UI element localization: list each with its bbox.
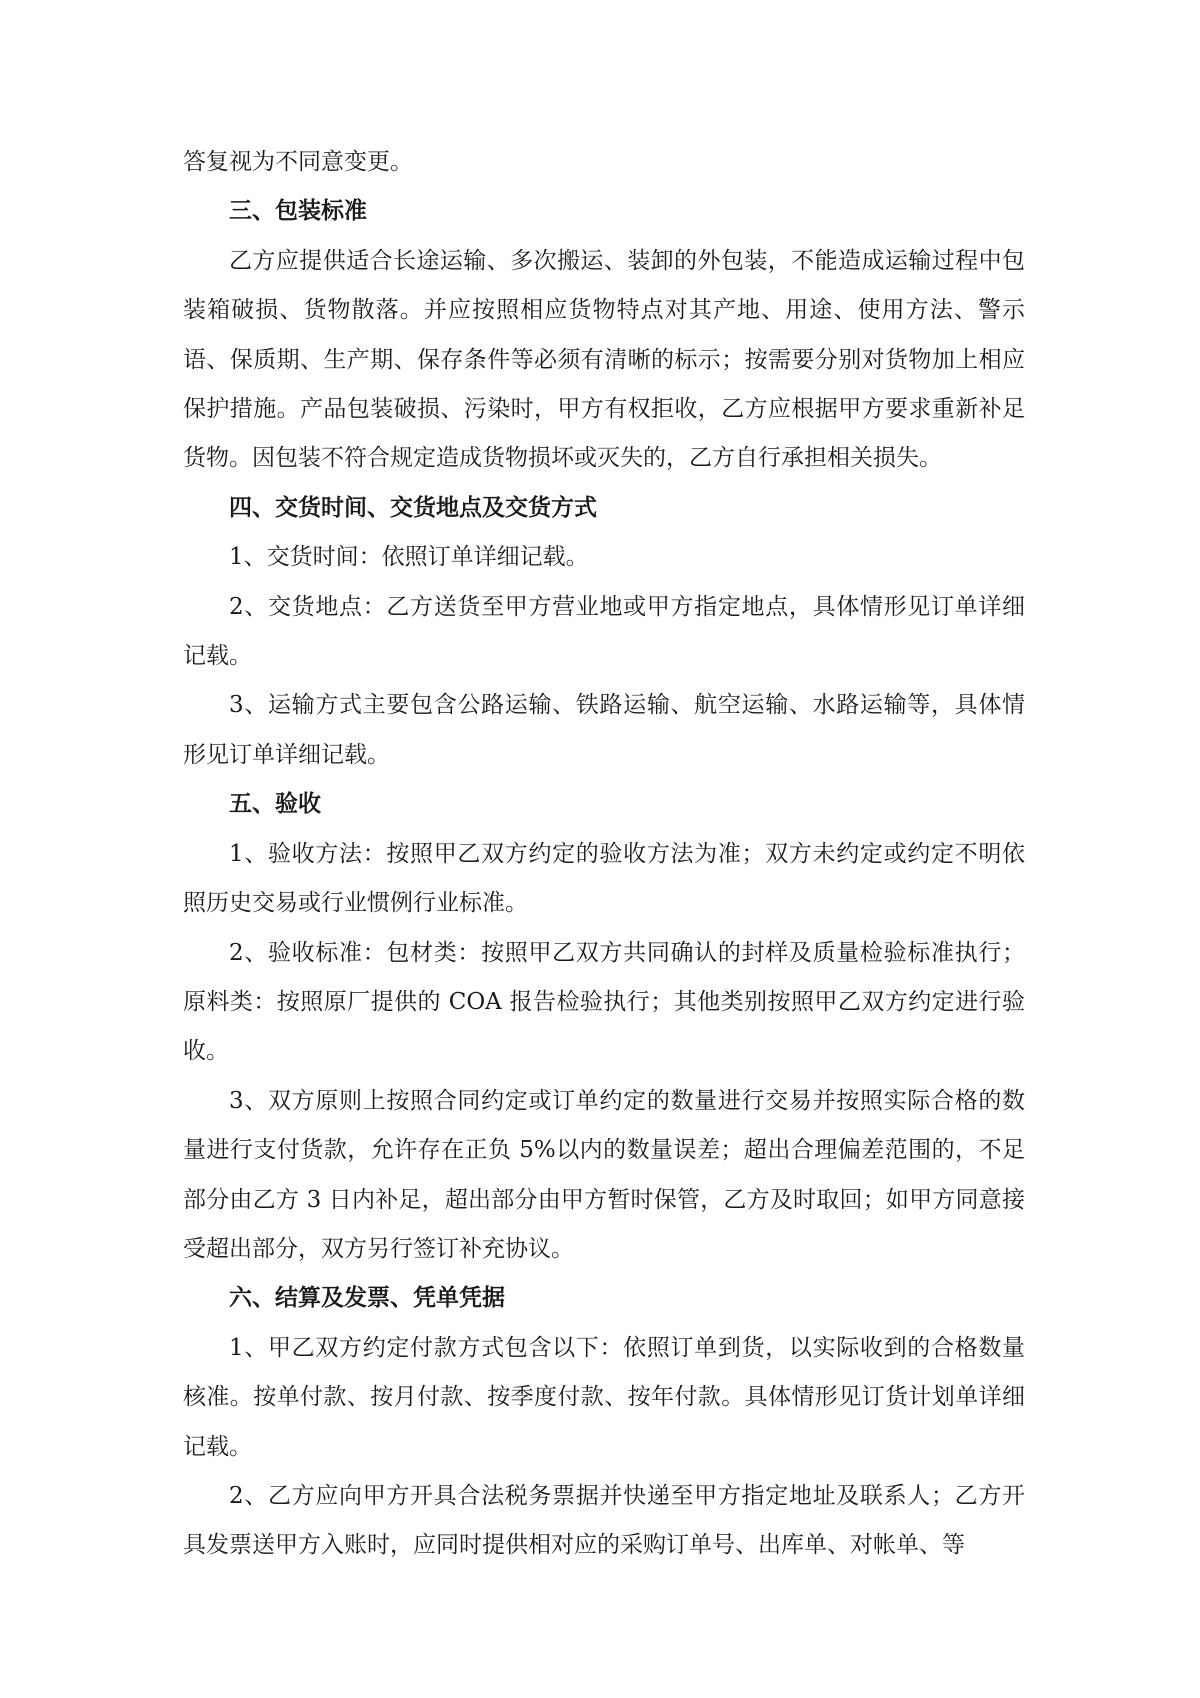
document-page — [183, 138, 1025, 1571]
section-heading-delivery: 四、交货时间、交货地点及交货方式 — [229, 494, 597, 521]
paragraph: 2、乙方应向甲方开具合法税务票据并快递至甲方指定地址及联系人；乙方开具发票送甲方入账时，应同时提供相对应的采购订单号、出库单、对帐单、等 — [183, 1482, 1025, 1559]
paragraph: 3、双方原则上按照合同约定或订单约定的数量进行交易并按照实际合格的数量进行支付货款，允许存在正负 5%以内的数量误差；超出合理偏差范围的，不足部分由乙方 3 日内补足，超出部分由甲方暂时保管，乙方及时取回；如甲方同意接受超出部分，双方另行签订补充协议。 — [183, 1087, 1025, 1262]
section-heading-settlement: 六、结算及发票、凭单凭据 — [229, 1285, 505, 1312]
paragraph: 答复视为不同意变更。 — [183, 149, 413, 175]
paragraph: 1、交货时间：依照订单详细记载。 — [229, 544, 589, 571]
paragraph: 2、交货地点：乙方送货至甲方营业地或甲方指定地点，具体情形见订单详细记载。 — [183, 593, 1025, 670]
paragraph: 3、运输方式主要包含公路运输、铁路运输、航空运输、水路运输等，具体情形见订单详细记载。 — [183, 692, 1025, 768]
paragraph: 1、验收方法：按照甲乙双方约定的验收方法为准；双方未约定或约定不明依照历史交易或行业惯例行业标准。 — [183, 840, 1025, 917]
paragraph: 2、验收标准：包材类：按照甲乙双方共同确认的封样及质量检验标准执行；原料类：按照原厂提供的 COA 报告检验执行；其他类别按照甲乙双方约定进行验收。 — [183, 939, 1025, 1065]
section-heading-acceptance: 五、验收 — [229, 791, 321, 818]
paragraph: 乙方应提供适合长途运输、多次搬运、装卸的外包装，不能造成运输过程中包装箱破损、货物散落。并应按照相应货物特点对其产地、用途、使用方法、警示语、保质期、生产期、保存条件等必须有清晰的标示；按需要分别对货物加上相应保护措施。产品包装破损、污染时，甲方有权拒收，乙方应根据甲方要求重新补足货物。因包装不符合规定造成货物损坏或灭失的，乙方自行承担相关损失。 — [183, 247, 1025, 472]
section-heading-packaging: 三、包装标准 — [229, 198, 367, 225]
paragraph: 1、甲乙双方约定付款方式包含以下：依照订单到货，以实际收到的合格数量核准。按单付款、按月付款、按季度付款、按年付款。具体情形见订货计划单详细记载。 — [183, 1334, 1025, 1460]
